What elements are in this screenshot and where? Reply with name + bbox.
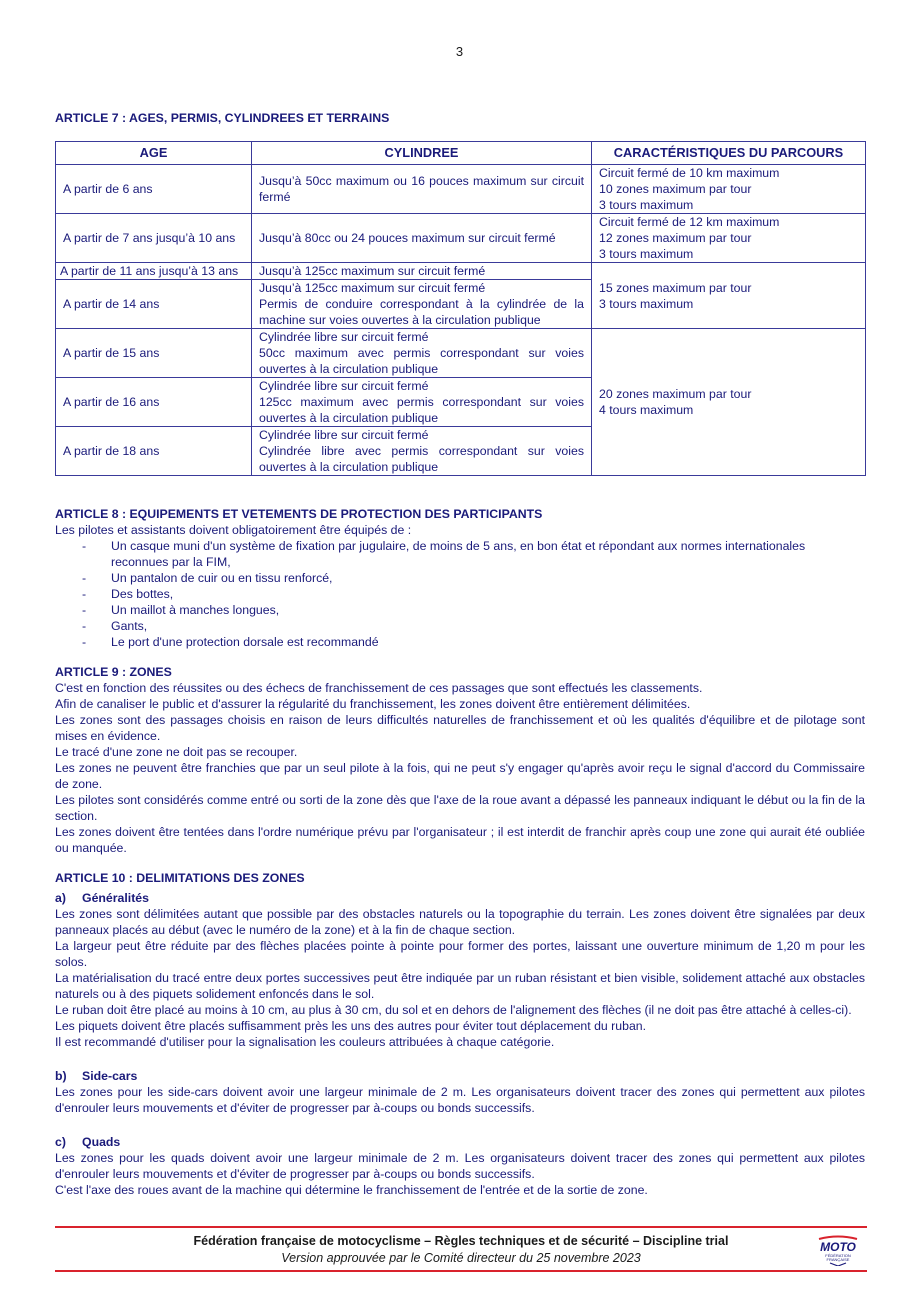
- age-cell: A partir de 18 ans: [56, 427, 252, 476]
- cylindree-text: 50cc maximum avec permis correspondant sur voies ouvertes à la circulation publique: [259, 346, 584, 376]
- parcours-line: 4 tours maximum: [599, 403, 694, 417]
- table-row: [56, 329, 866, 378]
- list-item: - Gants,: [82, 618, 865, 634]
- paragraph: Le ruban doit être placé au moins à 10 cm, au plus à 30 cm, du sol et en dehors de l'alignement des flèches (il ne doit pas être attaché à celles-ci).: [55, 1003, 852, 1017]
- parcours-line: 12 zones maximum par tour: [599, 231, 752, 245]
- subsection-title: Quads: [82, 1135, 121, 1149]
- table-row: [56, 263, 866, 280]
- cylindree-cell: [252, 378, 592, 427]
- age-cell: A partir de 16 ans: [56, 378, 252, 427]
- article-9-section: [55, 664, 865, 856]
- cylindree-text: 125cc maximum avec permis correspondant sur voies ouvertes à la circulation publique: [259, 395, 584, 425]
- article-10-title: ARTICLE 10 : DELIMITATIONS DES ZONES: [55, 871, 305, 885]
- header-parcours: CARACTÉRISTIQUES DU PARCOURS: [592, 142, 866, 165]
- paragraph: C'est en fonction des réussites ou des échecs de franchissement de ces passages que sont effectués les classements.: [55, 681, 703, 695]
- ffm-logo: [815, 1234, 861, 1266]
- footer-title: Fédération française de motocyclisme – Règles techniques et de sécurité – Discipline trial: [193, 1234, 729, 1248]
- table-row: [56, 214, 866, 263]
- subsection-c-heading: [55, 1134, 865, 1150]
- subsection-title: Généralités: [82, 891, 149, 905]
- parcours-line: Circuit fermé de 12 km maximum: [599, 215, 780, 229]
- age-permit-table: [55, 141, 866, 476]
- cylindree-text: Jusqu’à 80cc ou 24 pouces maximum sur circuit fermé: [259, 231, 556, 245]
- parcours-line: 3 tours maximum: [599, 198, 694, 212]
- list-item: - Un casque muni d'un système de fixation par jugulaire, de moins de 5 ans, en bon état et répondant aux normes internationales reconnues par la FIM,: [82, 538, 865, 570]
- subsection-a-heading: [55, 890, 865, 906]
- subsection-letter: b): [55, 1069, 67, 1083]
- subsection-letter: a): [55, 891, 66, 905]
- table-row: [56, 165, 866, 214]
- article-7-title: ARTICLE 7 : AGES, PERMIS, CYLINDREES ET TERRAINS: [55, 111, 390, 125]
- cylindree-text: Cylindrée libre sur circuit fermé: [259, 379, 429, 393]
- cylindree-cell: [252, 329, 592, 378]
- paragraph: Les zones ne peuvent être franchies que par un seul pilote à la fois, qui ne peut s'y engager qu'après avoir reçu le signal d'accord du Commissaire de zone.: [55, 761, 865, 791]
- list-item: - Un maillot à manches longues,: [82, 602, 865, 618]
- parcours-cell: [592, 214, 866, 263]
- paragraph: Afin de canaliser le public et d'assurer la régularité du franchissement, les zones doivent être entièrement délimitées.: [55, 697, 691, 711]
- header-cylindree: CYLINDREE: [252, 142, 592, 165]
- parcours-cell: [592, 329, 866, 476]
- cylindree-text: Permis de conduire correspondant à la cylindrée de la machine sur voies ouvertes à la circulation publique: [259, 297, 584, 327]
- cylindree-cell: [252, 165, 592, 214]
- equipment-list: [55, 538, 865, 650]
- cylindree-text: Jusqu’à 125cc maximum sur circuit fermé: [259, 281, 486, 295]
- age-cell: A partir de 7 ans jusqu’à 10 ans: [56, 214, 252, 263]
- article-8-title: ARTICLE 8 : EQUIPEMENTS ET VETEMENTS DE PROTECTION DES PARTICIPANTS: [55, 507, 543, 521]
- cylindree-text: Jusqu’à 125cc maximum sur circuit fermé: [259, 264, 486, 278]
- article-9-title: ARTICLE 9 : ZONES: [55, 665, 172, 679]
- parcours-line: 3 tours maximum: [599, 247, 694, 261]
- paragraph: Il est recommandé d'utiliser pour la signalisation les couleurs attribuées à chaque catégorie.: [55, 1035, 555, 1049]
- subsection-b-heading: [55, 1068, 865, 1084]
- article-10-section: [55, 870, 865, 1198]
- paragraph: Les zones pour les quads doivent avoir une largeur minimale de 2 m. Les organisateurs doivent tracer des zones qui permettent aux pilotes d'enrouler leurs mouvements et d'éviter de progresser par à-coups ou bonds successifs.: [55, 1151, 865, 1181]
- paragraph: La matérialisation du tracé entre deux portes successives peut être indiquée par un ruban résistant et bien visible, solidement attaché aux obstacles naturels ou à des piquets solidement enfoncés dans le sol.: [55, 971, 865, 1001]
- paragraph: Le tracé d'une zone ne doit pas se recouper.: [55, 745, 298, 759]
- footer-version: Version approuvée par le Comité directeur du 25 novembre 2023: [281, 1251, 641, 1265]
- paragraph: Les zones doivent être tentées dans l'ordre numérique prévu par l'organisateur ; il est interdit de franchir après coup une zone qui aurait été oubliée ou manquée.: [55, 825, 865, 855]
- parcours-line: Circuit fermé de 10 km maximum: [599, 166, 780, 180]
- paragraph: Les pilotes sont considérés comme entré ou sorti de la zone dès que l'axe de la roue avant a dépassé les panneaux indiquant le début ou la fin de la section.: [55, 793, 865, 823]
- cylindree-text: Cylindrée libre sur circuit fermé: [259, 428, 429, 442]
- subsection-letter: c): [55, 1135, 66, 1149]
- paragraph: La largeur peut être réduite par des flèches placées pointe à pointe pour former des portes, laissant une ouverture minimum de 1,20 m pour les solos.: [55, 939, 865, 969]
- logo-subtext: FÉDÉRATION: [825, 1253, 851, 1258]
- parcours-line: 10 zones maximum par tour: [599, 182, 752, 196]
- age-cell: A partir de 15 ans: [56, 329, 252, 378]
- table-header-row: [56, 142, 866, 165]
- age-cell: A partir de 6 ans: [56, 165, 252, 214]
- cylindree-cell: [252, 263, 592, 280]
- logo-subtext: FRANÇAISE: [826, 1257, 850, 1262]
- age-cell: A partir de 11 ans jusqu’à 13 ans: [56, 263, 252, 280]
- cylindree-cell: [252, 214, 592, 263]
- footer: [55, 1233, 867, 1267]
- paragraph: Les zones sont des passages choisis en raison de leurs difficultés naturelles de franchissement et où les qualités d'équilibre et de pilotage sont mises en évidence.: [55, 713, 865, 743]
- article-8-section: [55, 506, 865, 650]
- age-cell: A partir de 14 ans: [56, 280, 252, 329]
- page-number: 3: [455, 44, 464, 59]
- parcours-line: 20 zones maximum par tour: [599, 387, 752, 401]
- parcours-line: 3 tours maximum: [599, 296, 694, 311]
- parcours-line: 15 zones maximum par tour: [599, 280, 752, 295]
- paragraph: Les zones sont délimitées autant que possible par des obstacles naturels ou la topographie du terrain. Les zones doivent être signalées par deux panneaux placés au début (avec le numéro de la zone) et à la fin de chaque section.: [55, 907, 865, 937]
- parcours-cell: [592, 165, 866, 214]
- parcours-cell: [592, 263, 866, 329]
- cylindree-cell: [252, 427, 592, 476]
- logo-text: MOTO: [820, 1240, 856, 1254]
- footer-divider-top: [55, 1226, 867, 1228]
- cylindree-text: Jusqu’à 50cc maximum ou 16 pouces maximum sur circuit fermé: [259, 174, 584, 204]
- list-item: - Un pantalon de cuir ou en tissu renforcé,: [82, 570, 865, 586]
- cylindree-cell: [252, 280, 592, 329]
- header-age: AGE: [56, 142, 252, 165]
- list-item: - Le port d'une protection dorsale est recommandé: [82, 634, 865, 650]
- paragraph: Les piquets doivent être placés suffisamment près les uns des autres pour éviter tout déplacement du ruban.: [55, 1019, 647, 1033]
- paragraph: Les zones pour les side-cars doivent avoir une largeur minimale de 2 m. Les organisateurs doivent tracer des zones qui permettent aux pilotes d'enrouler leurs mouvements et d'éviter de progresser par à-coups ou bonds successifs.: [55, 1085, 865, 1115]
- cylindree-text: Cylindrée libre sur circuit fermé: [259, 330, 429, 344]
- document-body: [55, 110, 865, 1198]
- list-item: - Des bottes,: [82, 586, 865, 602]
- cylindree-text: Cylindrée libre avec permis correspondant sur voies ouvertes à la circulation publique: [259, 444, 584, 474]
- paragraph: C'est l'axe des roues avant de la machine qui détermine le franchissement de l'entrée et de la sortie de zone.: [55, 1183, 648, 1197]
- footer-divider-bottom: [55, 1270, 867, 1272]
- article-8-intro: Les pilotes et assistants doivent obligatoirement être équipés de :: [55, 523, 412, 537]
- subsection-title: Side-cars: [82, 1069, 138, 1083]
